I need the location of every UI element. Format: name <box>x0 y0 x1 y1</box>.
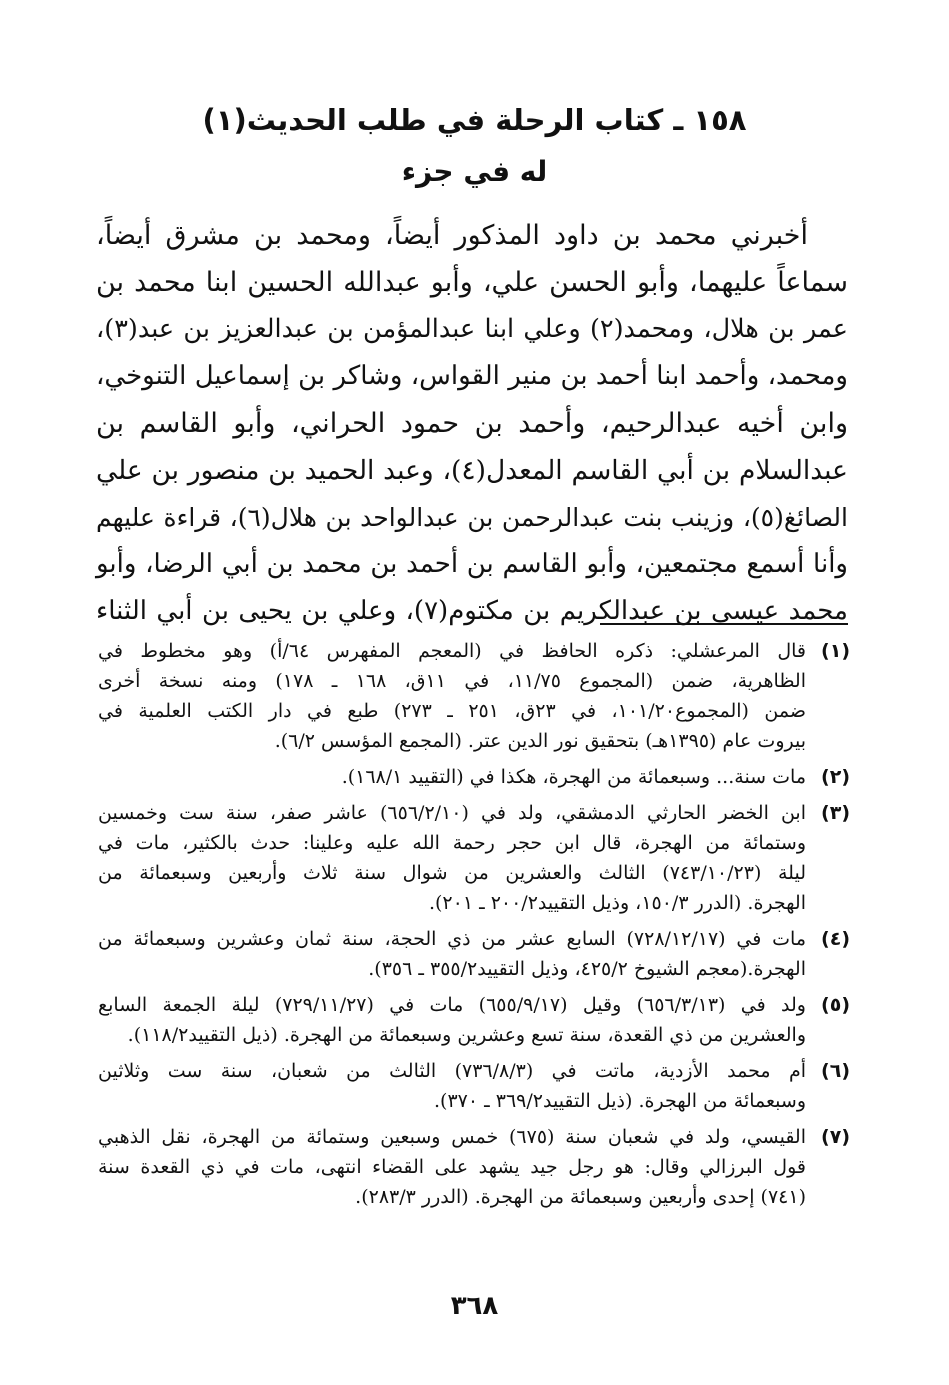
footnote-3 <box>98 798 850 918</box>
footnote-5 <box>98 990 850 1050</box>
footnote-line: مات سنة... وسبعمائة من الهجرة، هكذا في (التقييد ١٦٨/١). <box>341 766 806 788</box>
footnote-6 <box>98 1056 850 1116</box>
main-text-line: عمر بن هلال، ومحمد(٢) وعلي ابنا عبدالمؤمن بن عبدالعزيز بن عبد(٣)، <box>96 314 848 344</box>
main-text <box>96 212 848 635</box>
main-text-line: سماعاً عليهما، وأبو الحسن علي، وأبو عبدالله الحسين ابنا محمد بن <box>96 267 848 298</box>
footnote-line: الهجرة. (الدرر ١٥٠/٣، وذيل التقييد٢٠٠/٢ ـ ٢٠١). <box>428 892 806 914</box>
footnote-line: القيسي، ولد في شعبان سنة (٦٧٥) خمس وسبعين وستمائة من الهجرة، نقل الذهبي <box>98 1126 806 1148</box>
footnote-number: (١) <box>821 640 850 662</box>
footnote-line: (٧٤١) إحدى وأربعين وسبعمائة من الهجرة. (الدرر ٢٨٣/٣). <box>355 1186 806 1208</box>
footnote-line: قال المرعشلي: ذكره الحافظ في (المعجم المفهرس ٦٤/أ) وهو مخطوط في <box>98 640 806 662</box>
footnote-line: ضمن (المجموع١٠١/٢٠، في ٢٣ق، ٢٥١ ـ ٢٧٣) طبع في دار الكتب العلمية في <box>98 700 806 722</box>
footnote-text <box>98 990 806 1050</box>
footnote-line: وسبعمائة من الهجرة. (ذيل التقييد٣٦٩/٢ ـ ٣٧٠). <box>434 1090 806 1112</box>
footnote-text <box>98 924 806 984</box>
footnote-text <box>98 798 806 918</box>
main-text-line: وابن أخيه عبدالرحيم، وأحمد بن حمود الحراني، وأبو القاسم بن <box>96 408 848 439</box>
footnote-text <box>98 762 806 792</box>
footnote-number: (٦) <box>821 1060 850 1082</box>
footnote-number: (٢) <box>821 766 850 788</box>
footnotes <box>98 636 850 1218</box>
footnote-2 <box>98 762 850 792</box>
footnote-line: ولد في (٦٥٦/٣/١٣) وقيل (٦٥٥/٩/١٧) مات في (٧٢٩/١١/٢٧) ليلة الجمعة السابع <box>98 994 806 1016</box>
footnote-line: ابن الخضر الحارثي الدمشقي، ولد في (٦٥٦/٢/١٠) عاشر صفر، سنة ست وخمسين <box>98 802 807 824</box>
main-text-line: وأنا أسمع مجتمعين، وأبو القاسم بن أحمد بن محمد بن أبي الرضا، وأبو <box>96 549 848 579</box>
footnote-line: ليلة (٧٤٣/١٠/٢٣) الثالث والعشرين من شوال سنة ثلاث وأربعين وسبعمائة من <box>98 862 806 884</box>
chapter-subtitle: له في جزء <box>401 155 548 188</box>
footnote-separator <box>600 623 848 625</box>
footnote-text <box>98 1122 806 1212</box>
main-text-line: الصائغ(٥)، وزينب بنت عبدالرحمن بن عبدالواحد بن هلال(٦)، قراءة عليهم <box>96 503 848 532</box>
footnote-line: والعشرين من ذي القعدة، سنة تسع وعشرين وسبعمائة من الهجرة. (ذيل التقييد١١٨/٢). <box>127 1024 806 1046</box>
footnote-1 <box>98 636 850 756</box>
footnote-number: (٧) <box>821 1126 850 1148</box>
footnote-7 <box>98 1122 850 1212</box>
footnote-line: بيروت عام (١٣٩٥هـ) بتحقيق نور الدين عتر. (المجمع المؤسس ٦/٢). <box>274 730 806 752</box>
main-text-line: محمد عيسى بن عبدالكريم بن مكتوم(٧)، وعلي بن يحيى بن أبي الثناء <box>96 596 848 626</box>
footnote-number: (٤) <box>821 928 850 950</box>
footnote-number: (٥) <box>821 994 850 1016</box>
main-text-line: عبدالسلام بن أبي القاسم المعدل(٤)، وعبد الحميد بن منصور بن علي <box>96 455 848 486</box>
footnote-line: مات في (٧٢٨/١٢/١٧) السابع عشر من ذي الحجة، سنة ثمان وعشرين وسبعمائة من <box>98 928 806 950</box>
footnote-line: أم محمد الأزدية، ماتت في (٧٣٦/٨/٣) الثالث من شعبان، سنة ست وثلاثين <box>98 1060 806 1082</box>
footnote-text <box>98 1056 806 1116</box>
main-text-line: ومحمد، وأحمد ابنا أحمد بن منير القواس، وشاكر بن إسماعيل التنوخي، <box>96 361 848 391</box>
footnote-line: الهجرة.(معجم الشيوخ ٤٢٥/٢، وذيل التقييد٣٥٥/٢ ـ ٣٥٦). <box>368 958 806 980</box>
footnote-line: قول البرزالي وقال: هو رجل جيد يشهد على القضاء انتهى، مات في ذي القعدة سنة <box>98 1156 806 1178</box>
footnote-4 <box>98 924 850 984</box>
main-text-line: أخبرني محمد بن داود المذكور أيضاً، ومحمد بن مشرق أيضاً، <box>96 220 808 251</box>
footnote-text <box>98 636 806 756</box>
footnote-line: وستمائة من الهجرة، قال ابن حجر رحمة الله عليه وعلينا: حدث بالكثير، مات في <box>98 832 806 854</box>
chapter-title: ١٥٨ ـ كتاب الرحلة في طلب الحديث(١) <box>202 103 747 137</box>
page-number: ٣٦٨ <box>450 1291 499 1321</box>
footnote-line: الظاهرية، ضمن (المجموع ١١/٧٥، في ١١ق، ١٦٨ ـ ١٧٨) ومنه نسخة أخرى <box>98 670 806 692</box>
footnote-number: (٣) <box>821 802 850 824</box>
